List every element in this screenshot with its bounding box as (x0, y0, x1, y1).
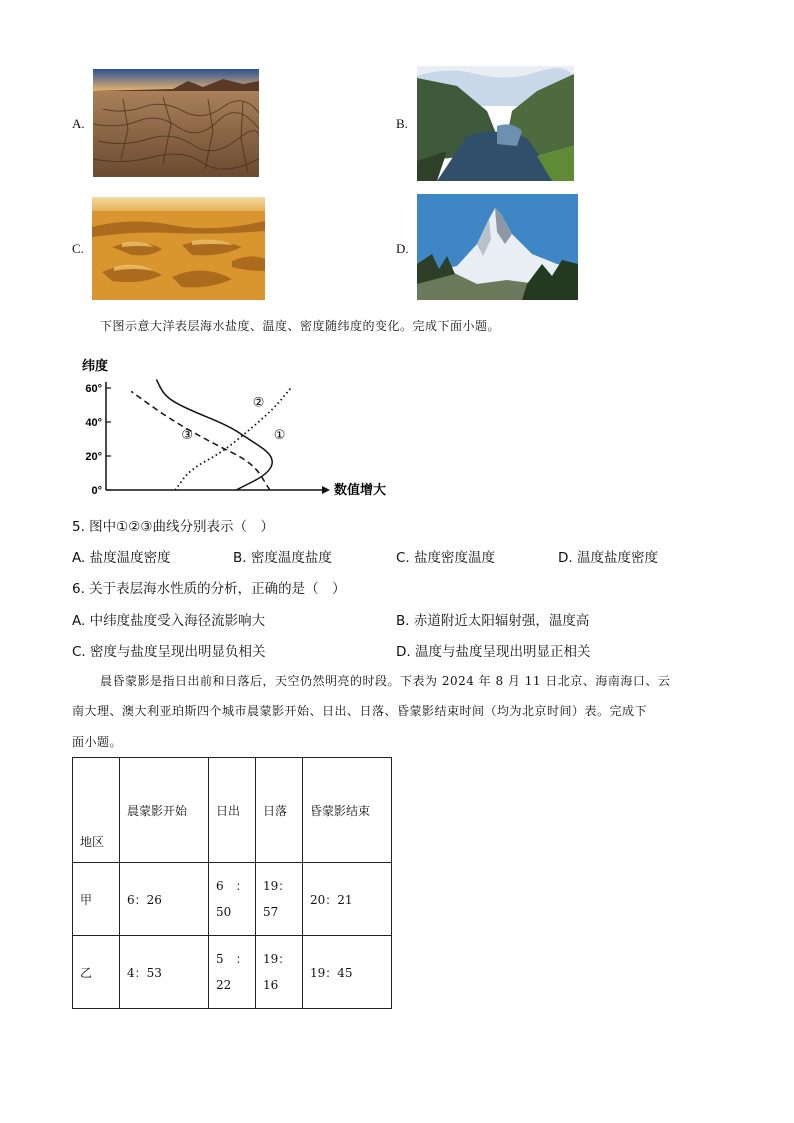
q5-choice-a[interactable]: A. 盐度温度密度 (72, 550, 171, 566)
cell-sunrise-min: 50 (216, 905, 232, 919)
table-row (73, 936, 392, 1009)
cell-dawn: 6：26 (120, 863, 209, 936)
q6-choice-b[interactable]: B. 赤道附近太阳辐射强，温度高 (396, 613, 590, 629)
q5-choice-c[interactable]: C. 盐度密度温度 (396, 550, 496, 566)
ocean-properties-figure (70, 352, 400, 502)
cell-sunset (256, 863, 303, 936)
q6-stem: 6. 关于表层海水性质的分析，正确的是（ ） (72, 581, 346, 597)
table-row (73, 863, 392, 936)
figure-ylabel: 纬度 (82, 358, 109, 373)
option-d-label: D. (396, 241, 409, 256)
cell-region: 乙 (73, 936, 120, 1009)
cell-sunrise-hour: 5 ： (216, 952, 248, 966)
twilight-table (72, 757, 392, 1009)
cell-sunrise (209, 936, 256, 1009)
header-sunset: 日落 (256, 758, 303, 863)
header-dawn: 晨蒙影开始 (120, 758, 209, 863)
header-sunrise: 日出 (209, 758, 256, 863)
y-tick-label: 40° (85, 417, 102, 429)
intro-paragraph-1: 下图示意大洋表层海水盐度、温度、密度随纬度的变化。完成下面小题。 (100, 319, 501, 333)
intro-paragraph-2-line1: 晨昏蒙影是指日出前和日落后，天空仍然明亮的时段。下表为 2024 年 8 月 11 日北京、海南海口、云 (100, 674, 671, 688)
cell-sunrise-hour: 6 ： (216, 879, 248, 893)
cell-sunset-hour: 19： (263, 879, 291, 893)
y-tick-label: 0° (91, 485, 102, 497)
option-b-image (417, 66, 574, 181)
curve-label-2: ② (252, 395, 265, 411)
q5-stem: 5. 图中①②③曲线分别表示（ ） (72, 519, 274, 535)
cell-sunrise-min: 22 (216, 978, 232, 992)
option-c-label: C. (72, 241, 84, 256)
y-tick-label: 20° (85, 451, 102, 463)
table-header-row (73, 758, 392, 863)
q6-choice-d[interactable]: D. 温度与盐度呈现出明显正相关 (396, 644, 591, 660)
cell-sunset-min: 57 (263, 905, 279, 919)
header-region: 地区 (73, 758, 120, 863)
cell-region: 甲 (73, 863, 120, 936)
option-a-image (93, 69, 259, 177)
option-b-label: B. (396, 116, 408, 131)
q6-choice-a[interactable]: A. 中纬度盐度受入海径流影响大 (72, 613, 266, 629)
curve-label-3: ③ (181, 428, 194, 443)
cell-sunset-min: 16 (263, 978, 279, 992)
q5-choice-b[interactable]: B. 密度温度盐度 (233, 550, 332, 566)
x-axis-arrow (322, 486, 330, 494)
cell-sunset (256, 936, 303, 1009)
header-dusk: 昏蒙影结束 (303, 758, 392, 863)
option-a-label: A. (72, 116, 85, 131)
option-d-image (417, 194, 578, 300)
figure-xlabel: 数值增大 (334, 482, 387, 497)
cell-sunrise (209, 863, 256, 936)
cell-sunset-hour: 19： (263, 952, 291, 966)
cell-dawn: 4：53 (120, 936, 209, 1009)
q6-choice-c[interactable]: C. 密度与盐度呈现出明显负相关 (72, 644, 266, 660)
curve-label-1: ① (273, 428, 286, 443)
cell-dusk: 20：21 (303, 863, 392, 936)
intro-paragraph-2-line3: 面小题。 (72, 735, 123, 749)
intro-paragraph-2-line2: 南大理、澳大利亚珀斯四个城市晨蒙影开始、日出、日落、昏蒙影结束时间（均为北京时间）表。完成下 (72, 704, 648, 718)
option-c-image (92, 197, 265, 300)
q5-choice-d[interactable]: D. 温度盐度密度 (558, 550, 658, 566)
curve-3 (131, 391, 270, 490)
cell-dusk: 19：45 (303, 936, 392, 1009)
y-tick-label: 60° (85, 383, 102, 395)
